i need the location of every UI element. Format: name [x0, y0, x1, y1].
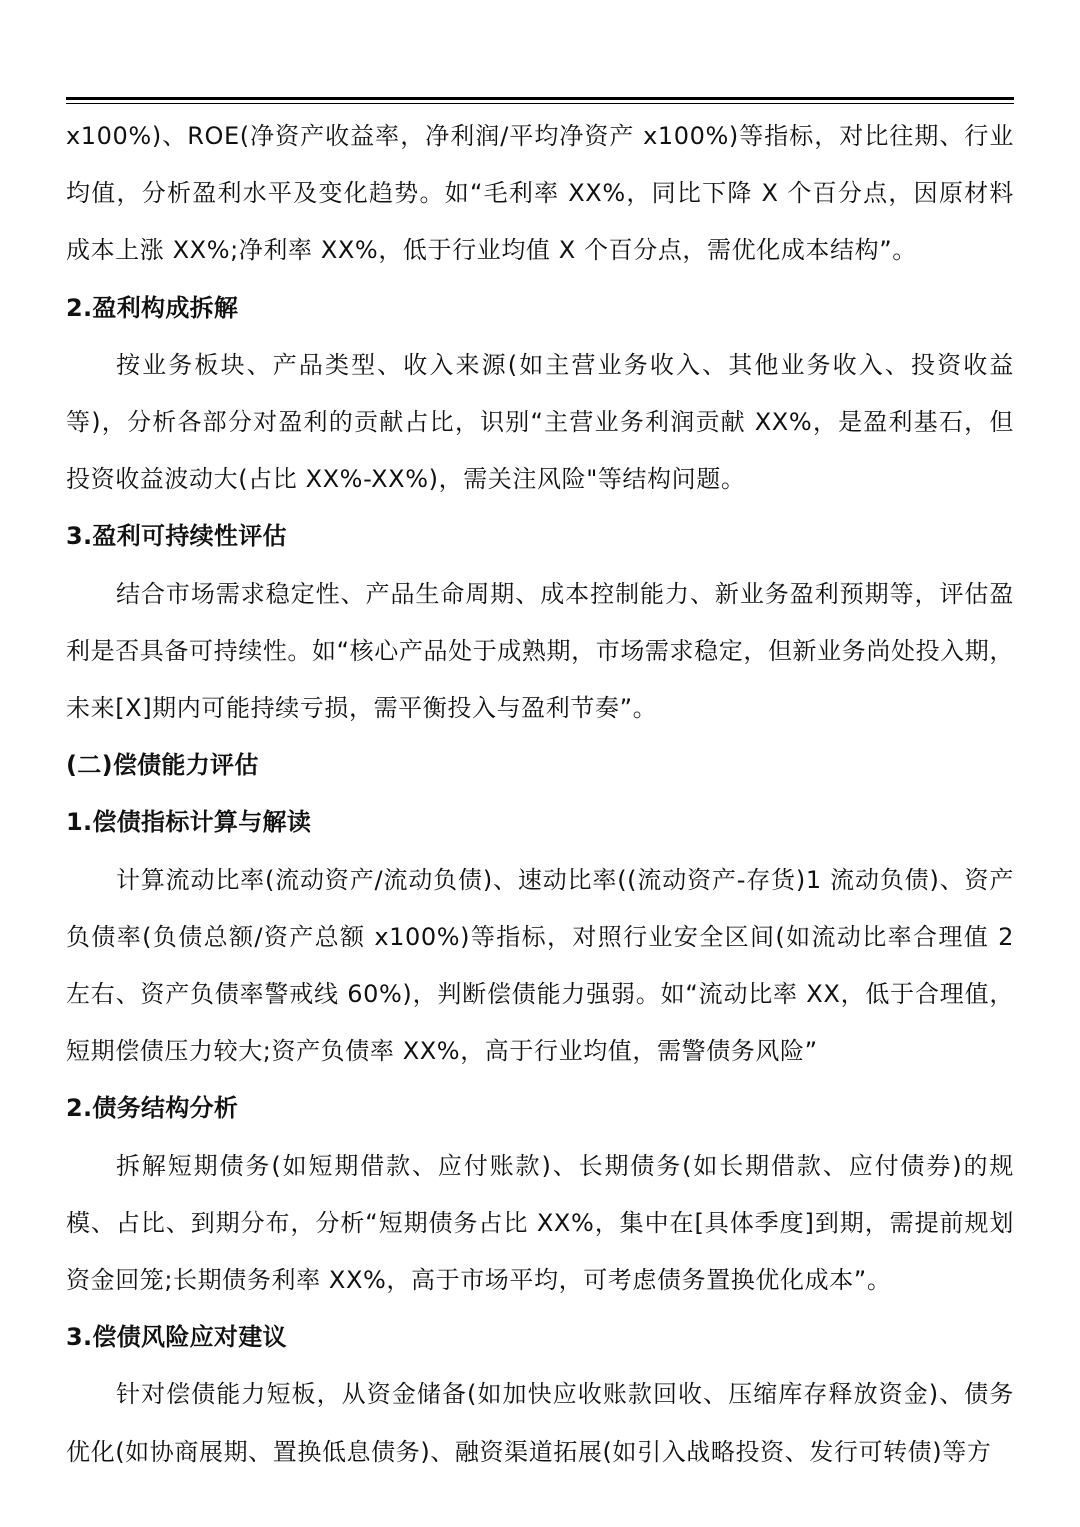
document-body	[66, 108, 1014, 1481]
heading-profit-composition: 2.盈利构成拆解	[66, 293, 239, 322]
heading-solvency-risk-advice: 3.偿债风险应对建议	[66, 1323, 287, 1352]
heading-debt-structure: 2.债务结构分析	[66, 1094, 239, 1123]
paragraph-solvency-indicators: 计算流动比率(流动资产/流动负债)、速动比率((流动资产-存货)1 流动负债)、资产负债率(负债总额/资产总额 x100%)等指标，对照行业安全区间(如流动比率合理值 2 左右、资产负债率警戒线 60%)，判断偿债能力强弱。如“流动比率 XX，低于合理值，短期偿债压力较大;资产负债率 XX%，高于行业均值，需警债务风险”	[66, 865, 1014, 1066]
heading-solvency-indicators: 1.偿债指标计算与解读	[66, 808, 312, 837]
paragraph-profit-sustainability: 结合市场需求稳定性、产品生命周期、成本控制能力、新业务盈利预期等，评估盈利是否具备可持续性。如“核心产品处于成熟期，市场需求稳定，但新业务尚处投入期，未来[X]期内可能持续亏损，需平衡投入与盈利节奏”。	[66, 579, 1014, 723]
header-rule-thick	[66, 97, 1014, 100]
paragraph-profit-composition: 按业务板块、产品类型、收入来源(如主营业务收入、其他业务收入、投资收益等)，分析各部分对盈利的贡献占比，识别“主营业务利润贡献 XX%，是盈利基石，但投资收益波动大(占比 XX%-XX%)，需关注风险"等结构问题。	[66, 350, 1014, 494]
heading-solvency-assessment: (二)偿债能力评估	[66, 751, 259, 780]
heading-profit-sustainability: 3.盈利可持续性评估	[66, 522, 287, 551]
header-rule-thin	[66, 103, 1014, 104]
paragraph-profit-indicators-continued: x100%)、ROE(净资产收益率，净利润/平均净资产 x100%)等指标，对比往期、行业均值，分析盈利水平及变化趋势。如“毛利率 XX%，同比下降 X 个百分点，因原材料成本上涨 XX%;净利率 XX%，低于行业均值 X 个百分点，需优化成本结构”。	[66, 122, 1014, 265]
paragraph-debt-structure: 拆解短期债务(如短期借款、应付账款)、长期债务(如长期借款、应付债券)的规模、占比、到期分布，分析“短期债务占比 XX%，集中在[具体季度]到期，需提前规划资金回笼;长期债务利率 XX%，高于市场平均，可考虑债务置换优化成本”。	[66, 1151, 1014, 1295]
paragraph-solvency-risk-advice: 针对偿债能力短板，从资金储备(如加快应收账款回收、压缩库存释放资金)、债务优化(如协商展期、置换低息债务)、融资渠道拓展(如引入战略投资、发行可转债)等方	[66, 1380, 1014, 1466]
